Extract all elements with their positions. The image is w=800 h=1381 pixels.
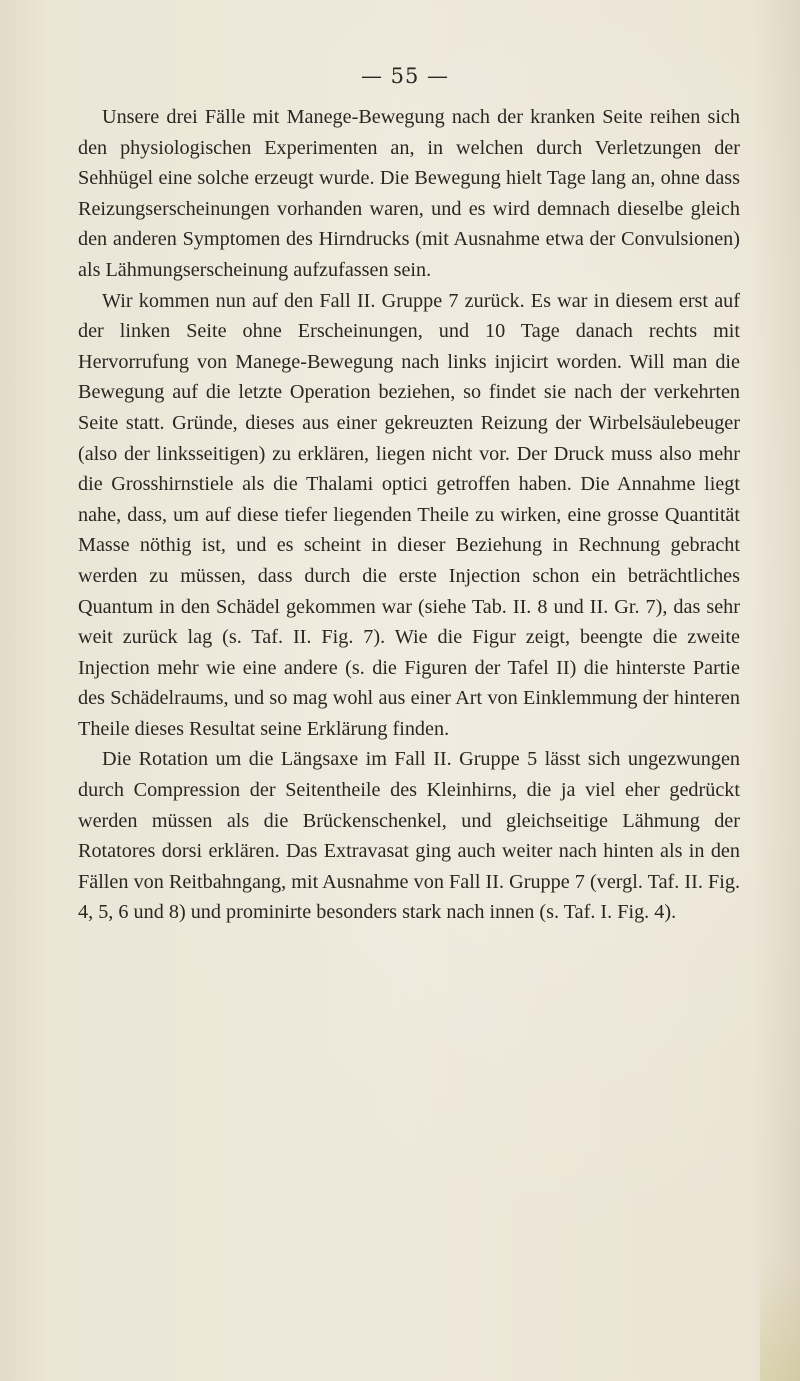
page-number: — 55 — <box>360 64 450 88</box>
paragraph-3: Die Rotation um die Längsaxe im Fall II. Gruppe 5 lässt sich ungezwungen durch Compression der Seitentheile des Kleinhirns, die ja viel eher gedrückt werden müssen als die Brückenschenkel, und gleichseitige Lähmung der Rotatores dorsi erklären. Das Extravasat ging auch weiter nach hinten als in den Fällen von Reitbahngang, mit Ausnahme von Fall II. Gruppe 7 (vergl. Taf. II. Fig. 4, 5, 6 und 8) und prominirte besonders stark nach innen (s. Taf. I. Fig. 4). <box>78 748 740 924</box>
paragraph-2: Wir kommen nun auf den Fall II. Gruppe 7 zurück. Es war in diesem erst auf der linken Seite ohne Erscheinungen, und 10 Tage danach rechts mit Hervorrufung von Manege-Bewegung nach links injicirt worden. Will man die Bewegung auf die letzte Operation beziehen, so findet sie nach der verkehrten Seite statt. Gründe, dieses aus einer gekreuzten Reizung der Wirbelsäulebeuger (also der linksseitigen) zu erklären, liegen nicht vor. Der Druck muss also mehr die Grosshirnstiele als die Thalami optici getroffen haben. Die Annahme liegt nahe, dass, um auf diese tiefer liegenden Theile zu wirken, eine grosse Quantität Masse nöthig ist, und es scheint in dieser Beziehung in Rechnung gebracht werden zu müssen, dass durch die erste Injection schon ein beträchtliches Quantum in den Schädel gekommen war (siehe Tab. II. 8 und II. Gr. 7), das sehr weit zurück lag (s. Taf. II. Fig. 7). Wie die Figur zeigt, beengte die zweite Injection mehr wie eine andere (s. die Figuren der Tafel II) die hinterste Partie des Schädelraums, und so mag wohl aus einer Art von Einklemmung der hinteren Theile dieses Resultat seine Erklärung finden. <box>78 289 740 740</box>
paper-stain <box>760 1260 800 1381</box>
body-text <box>78 102 740 928</box>
paragraph-1: Unsere drei Fälle mit Manege-Bewegung nach der kranken Seite reihen sich den physiologischen Experimenten an, in welchen durch Verletzungen der Sehhügel eine solche erzeugt wurde. Die Bewegung hielt Tage lang an, ohne dass Reizungserscheinungen vorhanden waren, und es wird demnach dieselbe gleich den anderen Symptomen des Hirndrucks (mit Ausnahme etwa der Convulsionen) als Lähmungserscheinung aufzufassen sein. <box>78 106 740 281</box>
